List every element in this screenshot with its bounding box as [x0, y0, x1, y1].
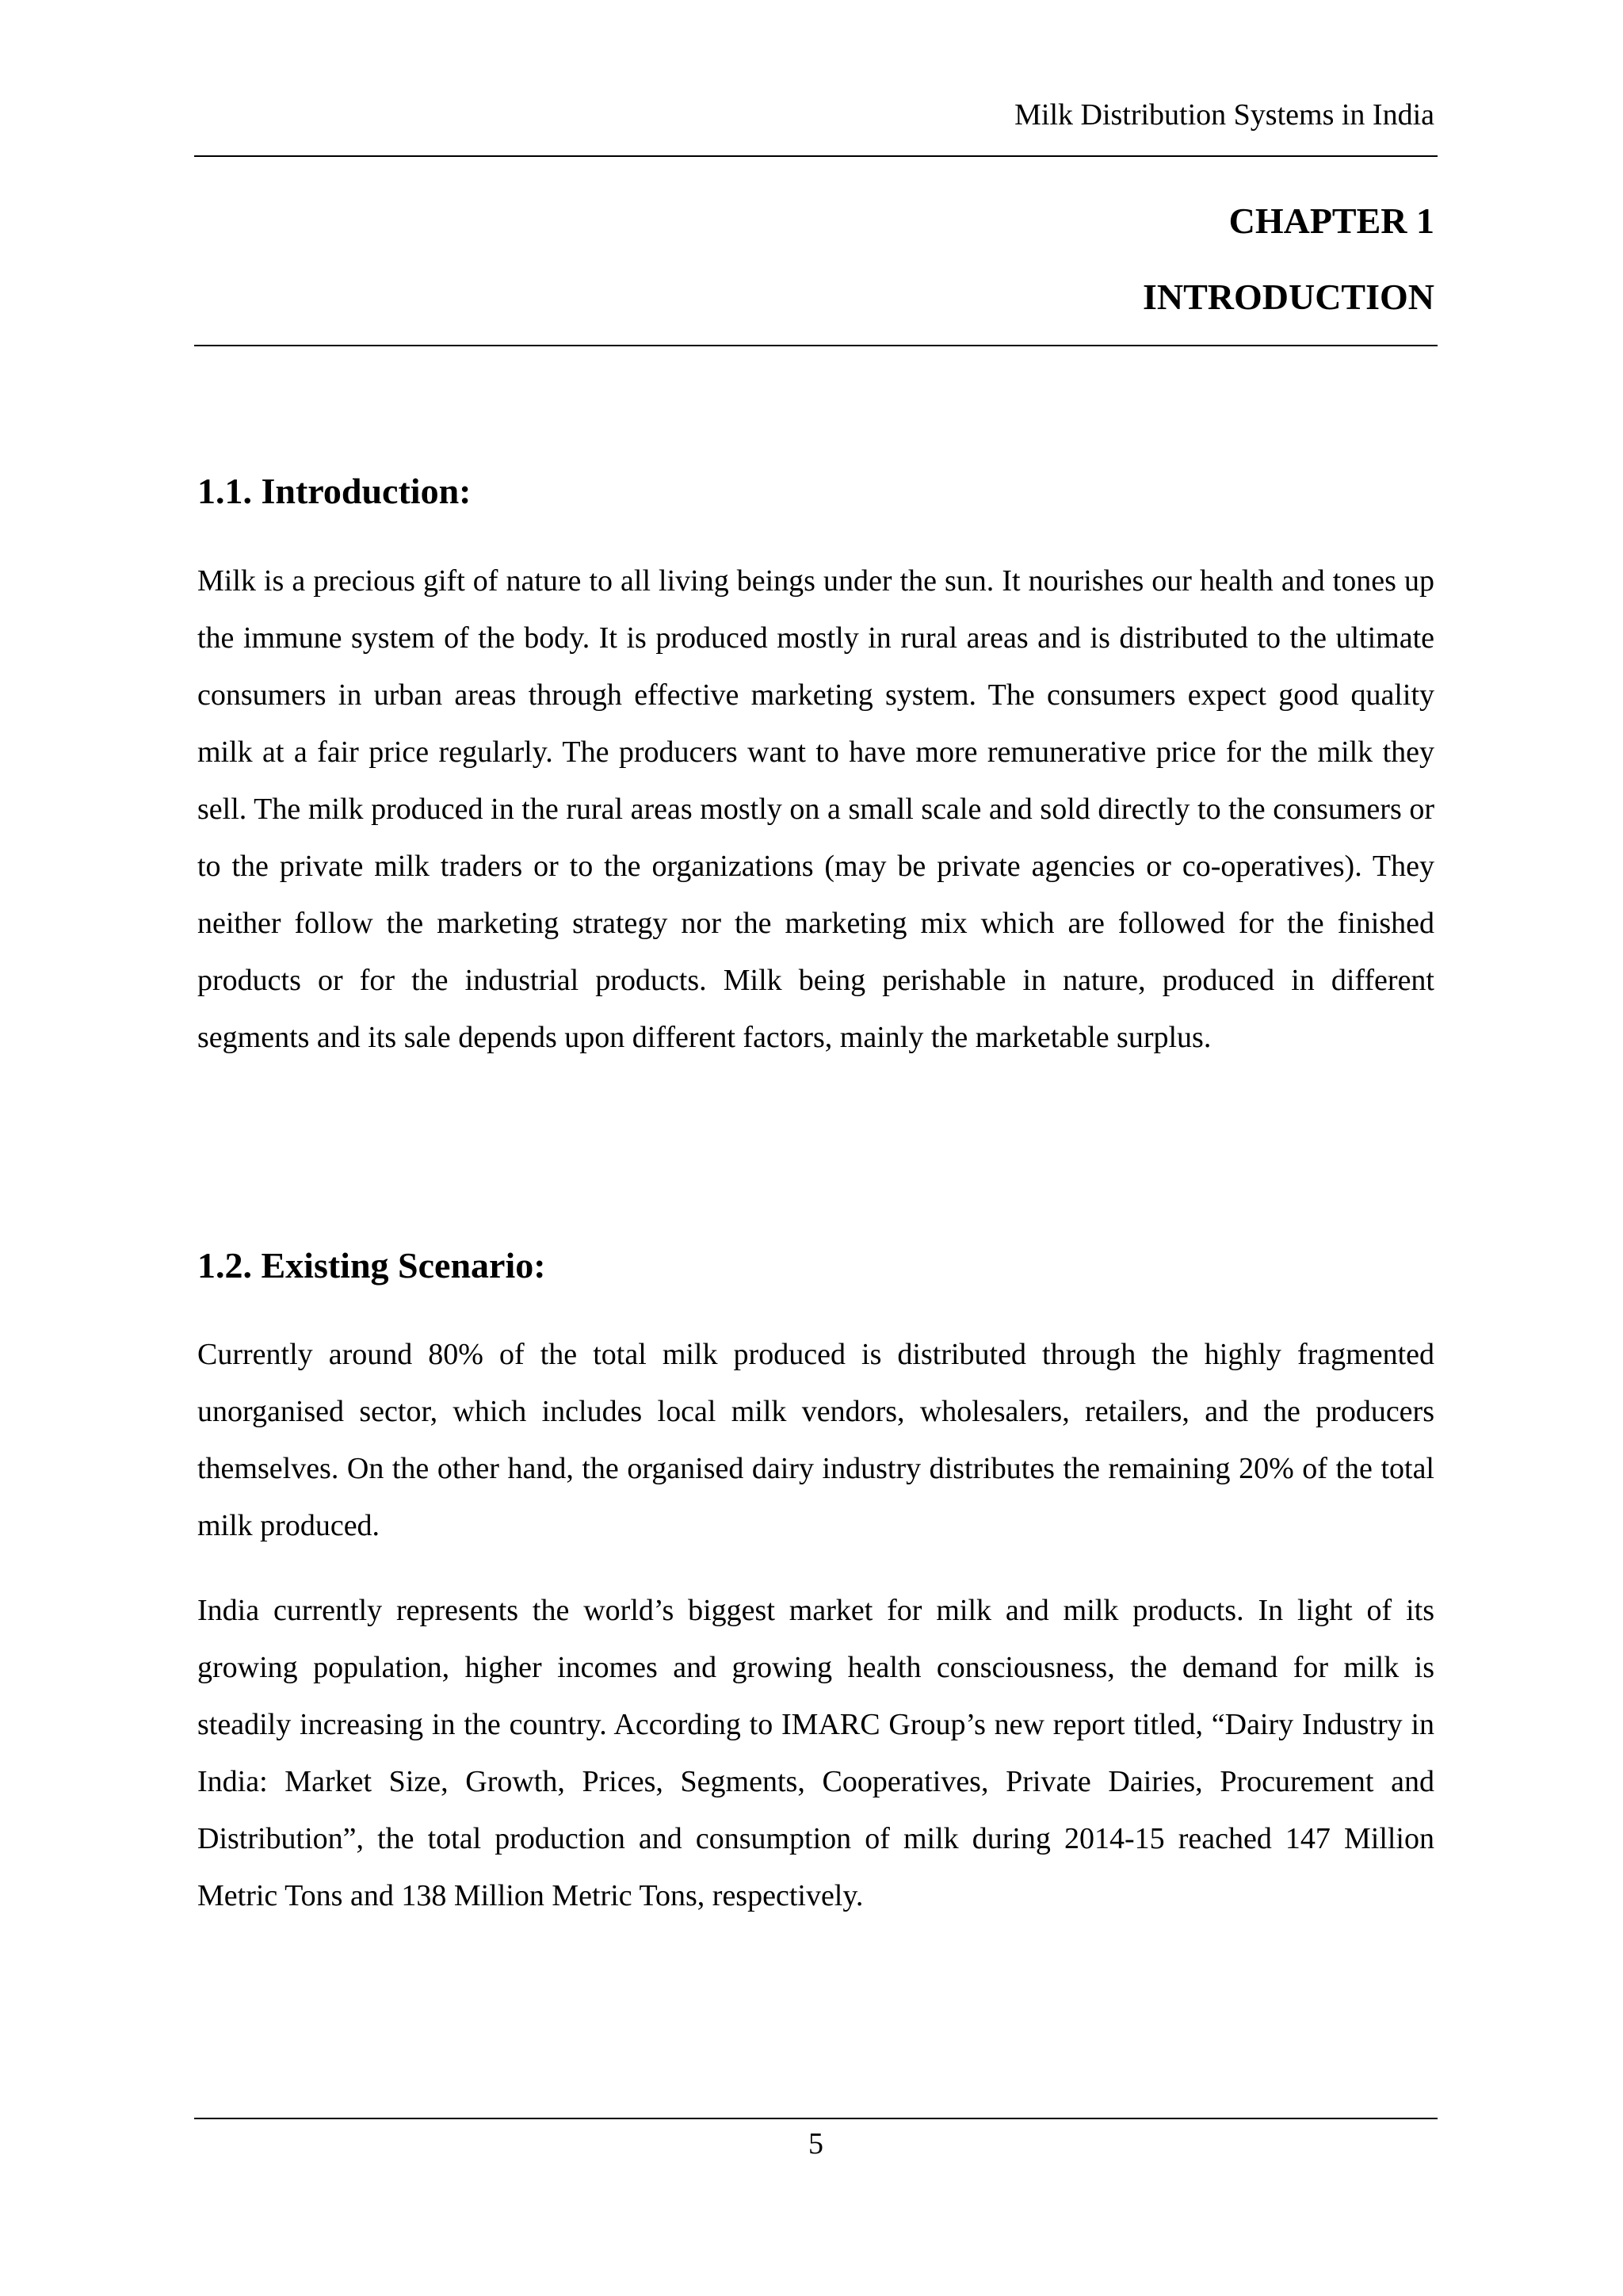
- paragraph: Milk is a precious gift of nature to all living beings under the sun. It nourishes our health and tones up the immune system of the body. It is produced mostly in rural areas and is distributed to the ultimate consumers in urban areas through effective marketing system. The consumers expect good quality milk at a fair price regularly. The producers want to have more remunerative price for the milk they sell. The milk produced in the rural areas mostly on a small scale and sold directly to the consumers or to the private milk traders or to the organizations (may be private agencies or co-operatives). They neither follow the marketing strategy nor the marketing mix which are followed for the finished products or for the industrial products. Milk being perishable in nature, produced in different segments and its sale depends upon different factors, mainly the marketable surplus.: [197, 564, 1434, 1054]
- section-heading-existing-scenario: 1.2. Existing Scenario:: [197, 1245, 546, 1286]
- page-number: 5: [808, 2127, 823, 2160]
- footer-rule: [194, 2118, 1438, 2119]
- chapter-rule: [194, 345, 1438, 346]
- chapter-title: INTRODUCTION: [1142, 277, 1434, 317]
- paragraph: Currently around 80% of the total milk produced is distributed through the highly fragmented unorganised sector, which includes local milk vendors, wholesalers, retailers, and the producers themselves. On the other hand, the organised dairy industry distributes the remaining 20% of the total milk produced.: [197, 1338, 1434, 1542]
- paragraph: India currently represents the world’s biggest market for milk and milk products. In light of its growing population, higher incomes and growing health consciousness, the demand for milk is steadily increasing in the country. According to IMARC Group’s new report titled, “Dairy Industry in India: Market Size, Growth, Prices, Segments, Cooperatives, Private Dairies, Procurement and Distribution”, the total production and consumption of milk during 2014-15 reached 147 Million Metric Tons and 138 Million Metric Tons, respectively.: [197, 1594, 1434, 1912]
- section-heading-introduction: 1.1. Introduction:: [197, 471, 472, 511]
- running-header: Milk Distribution Systems in India: [1014, 98, 1434, 132]
- chapter-number: CHAPTER 1: [1228, 201, 1434, 241]
- header-rule: [194, 155, 1438, 157]
